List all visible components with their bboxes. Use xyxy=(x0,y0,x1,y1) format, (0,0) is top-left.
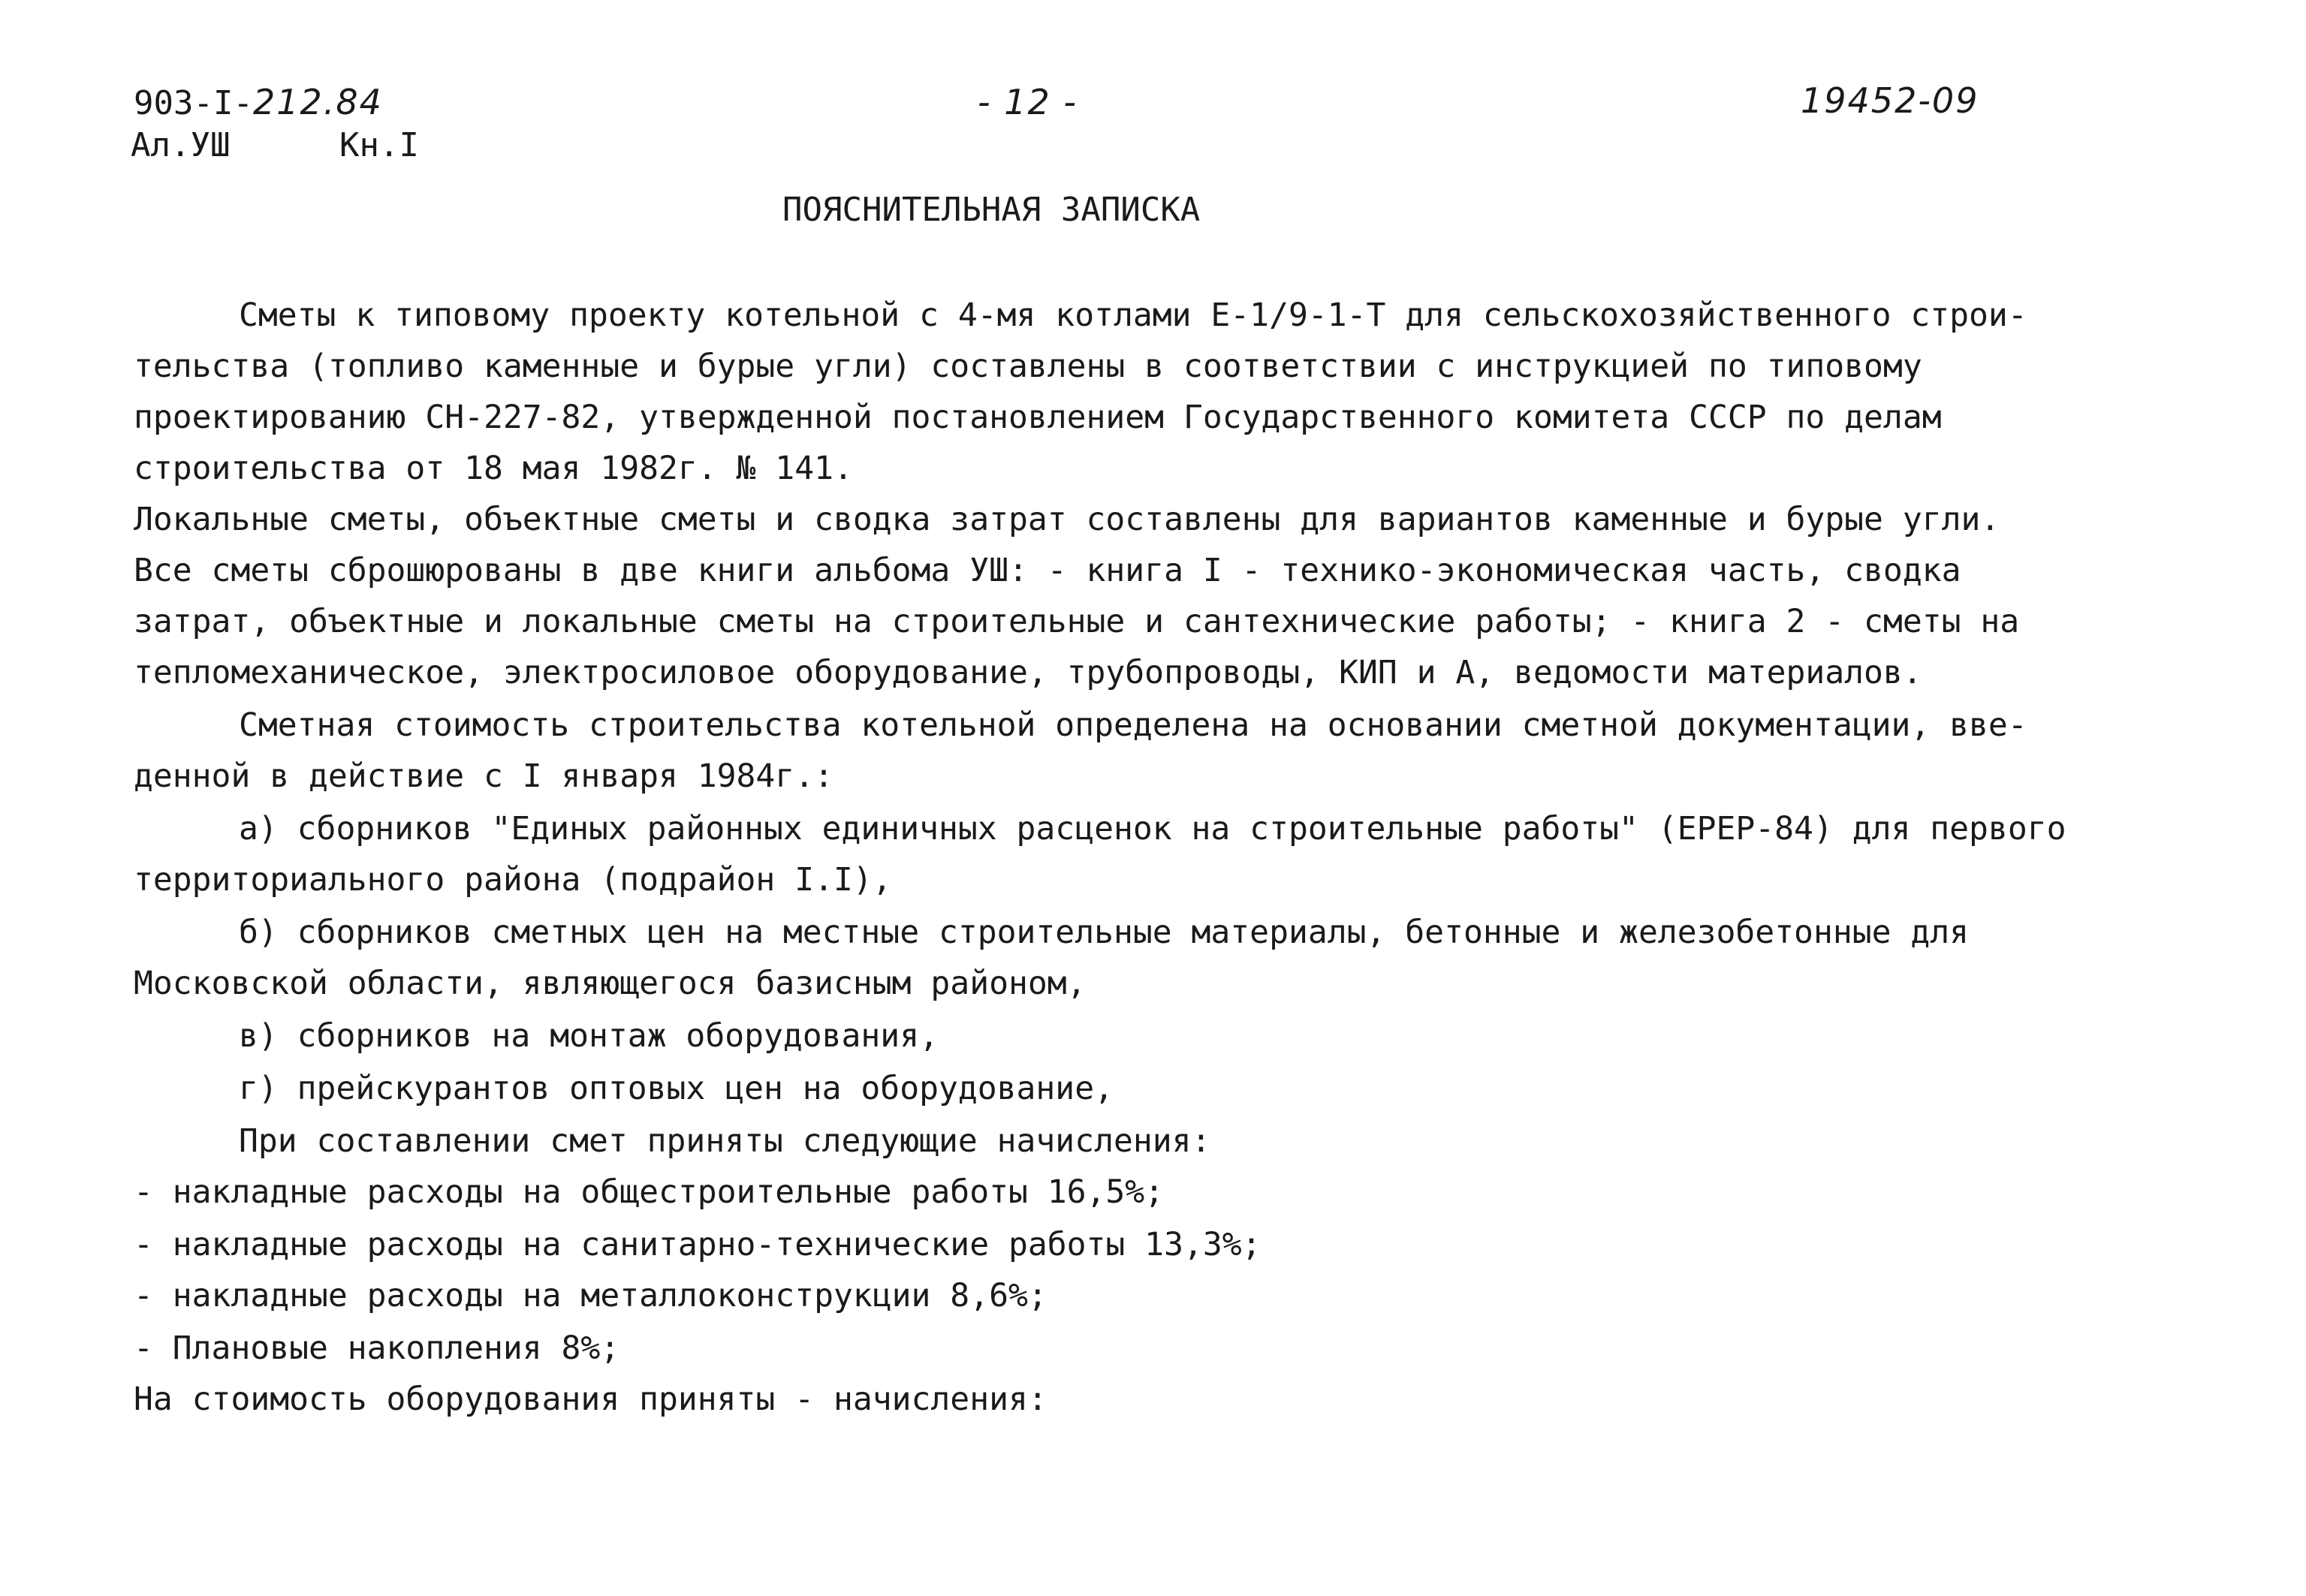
text-line: При составлении смет приняты следующие начисления: xyxy=(239,1122,1211,1160)
text-line: Локальные сметы, объектные сметы и сводка затрат составлены для вариантов каменные и бурые угли. xyxy=(134,501,2000,538)
text-line: Сметная стоимость строительства котельной определена на основании сметной документации, вве- xyxy=(239,706,2027,744)
text-line: - накладные расходы на санитарно-технические работы 13,3%; xyxy=(134,1226,1262,1263)
project-code xyxy=(134,81,383,125)
text-line: - накладные расходы на общестроительные работы 16,5%; xyxy=(134,1173,1165,1211)
text-line: территориального района (подрайон I.I), xyxy=(134,861,892,899)
text-line: б) сборников сметных цен на местные строительные материалы, бетонные и железобетонные для xyxy=(239,914,1970,951)
text-line: - накладные расходы на металлоконструкции 8,6%; xyxy=(134,1277,1047,1314)
album-label: Ал.УШ xyxy=(131,126,231,164)
text-line: Московской области, являющегося базисным районом, xyxy=(134,965,1087,1002)
project-code-handwritten: 212.84 xyxy=(252,82,383,122)
document-title: ПОЯСНИТЕЛЬНАЯ ЗАПИСКА xyxy=(782,191,1201,229)
page-number: - 12 - xyxy=(978,82,1078,122)
text-line: - Плановые накопления 8%; xyxy=(134,1329,620,1367)
text-line: в) сборников на монтаж оборудования, xyxy=(239,1017,939,1055)
document-number: 19452-09 xyxy=(1801,80,1979,121)
text-line: а) сборников "Единых районных единичных расценок на строительные работы" (ЕРЕР-84) для первого xyxy=(239,810,2066,848)
project-code-typed: 903-I- xyxy=(134,84,253,122)
book-label: Кн.I xyxy=(339,126,419,164)
text-line: затрат, объектные и локальные сметы на строительные и сантехнические работы; - книга 2 - сметы на xyxy=(134,603,2020,640)
text-line: тельства (топливо каменные и бурые угли) составлены в соответствии с инструкцией по типовому xyxy=(134,348,1922,385)
text-line: строительства от 18 мая 1982г. № 141. xyxy=(134,450,853,487)
text-line: Все сметы сброшюрованы в две книги альбома УШ: - книга I - технико-экономическая часть, сводка xyxy=(134,552,1961,589)
text-line: г) прейскурантов оптовых цен на оборудование, xyxy=(239,1070,1114,1107)
text-line: На стоимость оборудования приняты - начисления: xyxy=(134,1381,1047,1418)
text-line: тепломеханическое, электросиловое оборудование, трубопроводы, КИП и А, ведомости материалов. xyxy=(134,654,1922,691)
text-line: денной в действие с I января 1984г.: xyxy=(134,757,833,795)
text-line: Сметы к типовому проекту котельной с 4-мя котлами Е-1/9-1-Т для сельскохозяйственного строи- xyxy=(239,297,2027,334)
text-line: проектированию СН-227-82, утвержденной постановлением Государственного комитета СССР по делам xyxy=(134,399,1942,436)
